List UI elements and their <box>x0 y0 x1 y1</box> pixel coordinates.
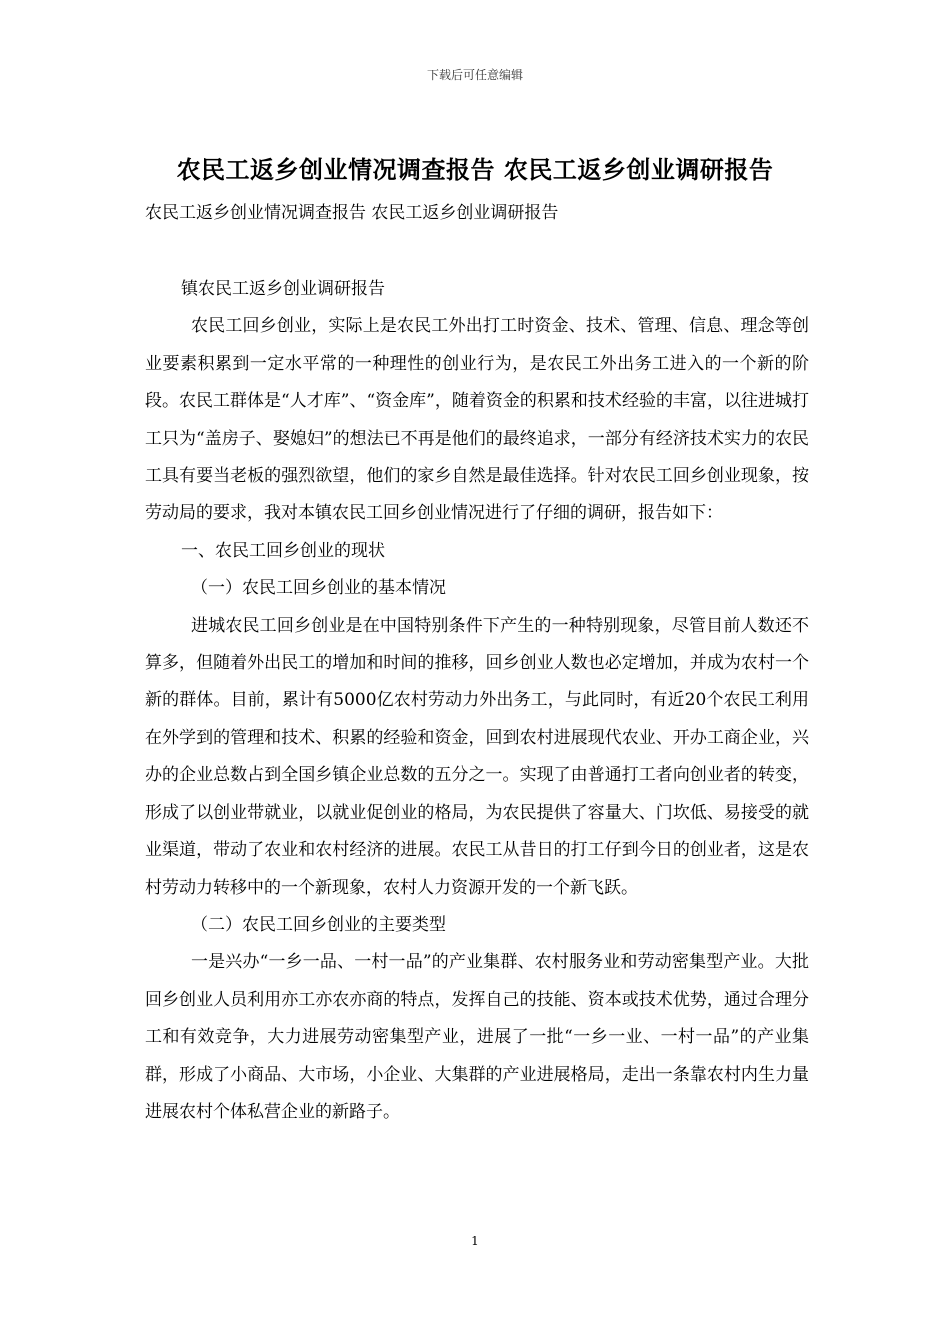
document-title: 农民工返乡创业情况调查报告 农民工返乡创业调研报告 <box>176 155 774 184</box>
document-subtitle: 农民工返乡创业情况调查报告 农民工返乡创业调研报告 <box>145 203 559 223</box>
document-body <box>145 271 809 1131</box>
paragraph-main-types: 一是兴办“一乡一品、一村一品”的产业集群、农村服务业和劳动密集型产业。大批回乡创业人员利用亦工亦农亦商的特点，发挥自己的技能、资本或技术优势，通过合理分工和有效竞争，大力进展劳动密集型产业，进展了一批“一乡一业、一村一品”的产业集群，形成了小商品、大市场，小企业、大集群的产业进展格局，走出一条靠农村内生力量进展农村个体私营企业的新路子。 <box>145 952 809 1122</box>
subsection-heading-main-types: （二）农民工回乡创业的主要类型 <box>191 914 446 935</box>
page-number: 1 <box>471 1234 479 1248</box>
section-heading-status: 一、农民工回乡创业的现状 <box>181 540 385 561</box>
paragraph-intro: 农民工回乡创业，实际上是农民工外出打工时资金、技术、管理、信息、理念等创业要素积累到一定水平常的一种理性的创业行为，是农民工外出务工进入的一个新的阶段。农民工群体是“人才库”、“资金库”，随着资金的积累和技术经验的丰富，以往进城打工只为“盖房子、娶媳妇”的想法已不再是他们的最终追求，一部分有经济技术实力的农民工具有要当老板的强烈欲望，他们的家乡自然是最佳选择。针对农民工回乡创业现象，按劳动局的要求，我对本镇农民工回乡创业情况进行了仔细的调研，报告如下： <box>145 316 809 524</box>
paragraph-report-heading: 镇农民工返乡创业调研报告 <box>181 279 385 299</box>
page-header-note: 下载后可任意编辑 <box>426 68 523 82</box>
subsection-heading-basic-situation: （一）农民工回乡创业的基本情况 <box>191 578 446 599</box>
paragraph-basic-situation: 进城农民工回乡创业是在中国特别条件下产生的一种特别现象，尽管目前人数还不算多，但随着外出民工的增加和时间的推移，回乡创业人数也必定增加，并成为农村一个新的群体。目前，累计有5000亿农村劳动力外出务工，与此同时，有近20个农民工利用在外学到的管理和技术、积累的经验和资金，回到农村进展现代农业、开办工商企业，兴办的企业总数占到全国乡镇企业总数的五分之一。实现了由普通打工者向创业者的转变，形成了以创业带就业，以就业促创业的格局，为农民提供了容量大、门坎低、易接受的就业渠道，带动了农业和农村经济的进展。农民工从昔日的打工仔到今日的创业者，这是农村劳动力转移中的一个新现象，农村人力资源开发的一个新飞跃。 <box>145 615 809 898</box>
